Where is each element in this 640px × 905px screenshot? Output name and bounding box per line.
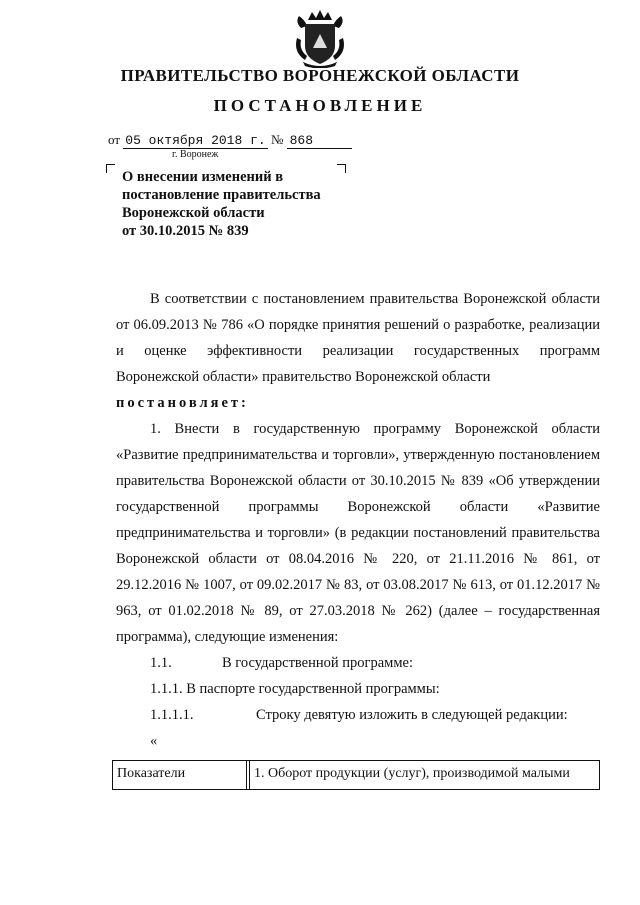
- item-1-1: 1.1. В государственной программе:: [150, 655, 413, 671]
- org-name: ПРАВИТЕЛЬСТВО ВОРОНЕЖСКОЙ ОБЛАСТИ: [120, 66, 520, 85]
- item-1-1-1-1: 1.1.1.1. Строку девятую изложить в следующей редакции:: [150, 707, 568, 723]
- number-prefix: №: [270, 132, 284, 147]
- subject-line: от 30.10.2015 № 839: [122, 223, 249, 239]
- paragraph: В соответствии с постановлением правительства Воронежской области от 06.09.2013 № 786 «О порядке принятия решений о разработке, реализации и оценке эффективности реализации государственных программ Воронежской области» правительство Воронежской области: [116, 291, 600, 385]
- date-line: [108, 132, 352, 149]
- subject-line: О внесении изменений в: [122, 169, 284, 185]
- corner-mark-left: [106, 164, 115, 173]
- doc-subject: [122, 168, 342, 240]
- doc-body: [116, 286, 600, 754]
- item-1-1-1: 1.1.1. В паспорте государственной программы:: [150, 681, 440, 697]
- table-cell-label: Показатели: [113, 761, 247, 789]
- doc-number: 868: [287, 134, 352, 149]
- subject-line: постановление правительства: [122, 187, 321, 203]
- paragraph: 1. Внести в государственную программу Воронежской области «Развитие предпринимательства и торговли», утвержденную постановлением правительства Воронежской области от 30.10.2015 № 839 «Об утверждении государственной программы Воронежской области «Развитие предпринимательства и торговли» (в редакции постановлений правительства Воронежской области от 08.04.2016 № 220, от 21.11.2016 № 861, от 29.12.2016 № 1007, от 09.02.2017 № 83, от 03.08.2017 № 613, от 01.12.2017 № 963, от 01.02.2018 № 89, от 27.03.2018 № 262) (далее – государственная программа), следующие изменения:: [116, 421, 600, 645]
- date-prefix: от: [108, 132, 121, 147]
- doc-type: ПОСТАНОВЛЕНИЕ: [213, 96, 427, 115]
- decree-word: постановляет:: [116, 395, 249, 411]
- indicators-table: [112, 760, 600, 790]
- open-quote: «: [150, 733, 158, 749]
- doc-date: 05 октября 2018 г.: [125, 133, 266, 148]
- coat-of-arms-icon: [291, 8, 349, 68]
- table-cell-value: 1. Оборот продукции (услуг), производимой малыми: [249, 761, 599, 789]
- subject-line: Воронежской области: [122, 205, 265, 221]
- city: г. Воронеж: [172, 149, 219, 160]
